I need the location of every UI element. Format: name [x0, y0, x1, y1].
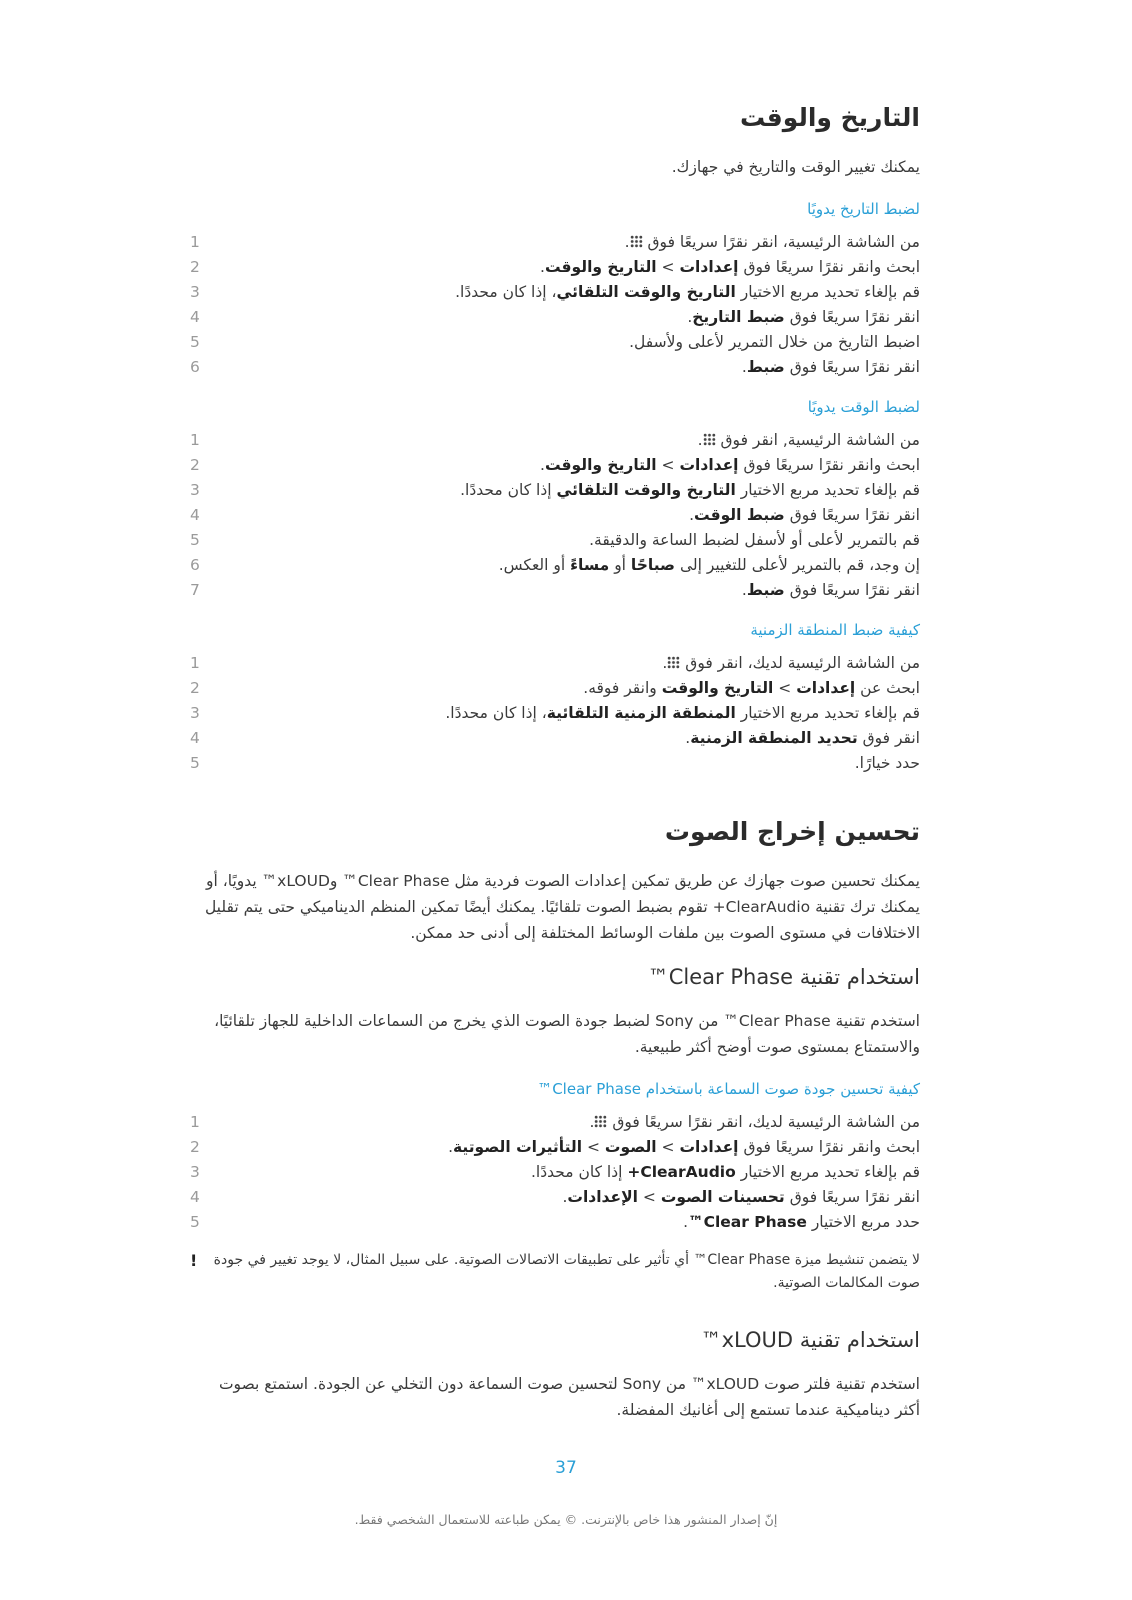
step: 3 قم بإلغاء تحديد مربع الاختيار التاريخ والوقت التلقائي إذا كان محددًا. [190, 481, 920, 499]
xloud-text: استخدم تقنية فلتر صوت xLOUD™ من Sony لتحسين صوت السماعة دون التخلي عن الجودة. استمتع بصوت أكثر ديناميكية عندما تستمع إلى أغانيك المفضلة. [218, 1375, 920, 1419]
steps-set-time [190, 428, 920, 603]
step: 1 من الشاشة الرئيسية لديك، انقر فوق . [190, 654, 920, 672]
section-title-date-time: التاريخ والوقت [739, 103, 920, 132]
steps-time-zone [190, 651, 920, 776]
step: 7 انقر نقرًا سريعًا فوق ضبط. [190, 581, 920, 599]
step: 5 قم بالتمرير لأعلى أو لأسفل لضبط الساعة والدقيقة. [190, 531, 920, 549]
subheading-set-time: لضبط الوقت يدويًا [807, 398, 920, 416]
step: 3 قم بإلغاء تحديد مربع الاختيار المنطقة الزمنية التلقائية، إذا كان محددًا. [190, 704, 920, 722]
apps-grid-icon [667, 656, 680, 669]
step: 4 انقر نقرًا سريعًا فوق تحسينات الصوت > الإعدادات. [190, 1188, 920, 1206]
step: 5 حدد خيارًا. [190, 754, 920, 772]
apps-grid-icon [703, 433, 716, 446]
step: 3 قم بإلغاء تحديد مربع الاختيار التاريخ والوقت التلقائي، إذا كان محددًا. [190, 283, 920, 301]
steps-clear-phase [190, 1110, 920, 1235]
note [190, 1249, 920, 1295]
section-title-audio: تحسين إخراج الصوت [664, 817, 920, 846]
apps-grid-icon [630, 235, 643, 248]
step: 3 قم بإلغاء تحديد مربع الاختيار ClearAudio+ إذا كان محددًا. [190, 1163, 920, 1181]
apps-grid-icon [594, 1115, 607, 1128]
document-page [190, 100, 920, 1439]
steps-set-date [190, 230, 920, 380]
subheading-time-zone: كيفية ضبط المنطقة الزمنية [750, 621, 920, 639]
step: 5 حدد مربع الاختيار Clear Phase™. [190, 1213, 920, 1231]
warning-icon: ! [190, 1251, 198, 1270]
page-number: 37 [555, 1458, 577, 1478]
footer-text: إنّ إصدار المنشور هذا خاص بالإنترنت. © يمكن طباعته للاستعمال الشخصي فقط. [354, 1512, 778, 1527]
intro-date-time: يمكنك تغيير الوقت والتاريخ في جهازك. [671, 158, 920, 176]
step: 2 ابحث وانقر نقرًا سريعًا فوق إعدادات > التاريخ والوقت. [190, 456, 920, 474]
step: 6 إن وجد، قم بالتمرير لأعلى للتغيير إلى صباحًا أو مساءً أو العكس. [190, 556, 920, 574]
step: 4 انقر نقرًا سريعًا فوق ضبط الوقت. [190, 506, 920, 524]
step: 2 ابحث وانقر نقرًا سريعًا فوق إعدادات > التاريخ والوقت. [190, 258, 920, 276]
heading-clear-phase: استخدام تقنية Clear Phase™ [647, 965, 920, 989]
subheading-clear-phase-how: كيفية تحسين جودة صوت السماعة باستخدام Clear Phase™ [537, 1080, 920, 1098]
step: 4 انقر نقرًا سريعًا فوق ضبط التاريخ. [190, 308, 920, 326]
step: 1 من الشاشة الرئيسية، انقر نقرًا سريعًا فوق . [190, 233, 920, 251]
step: 2 ابحث وانقر نقرًا سريعًا فوق إعدادات > الصوت > التأثيرات الصوتية. [190, 1138, 920, 1156]
step: 1 من الشاشة الرئيسية لديك، انقر نقرًا سريعًا فوق . [190, 1113, 920, 1131]
step: 6 انقر نقرًا سريعًا فوق ضبط. [190, 358, 920, 376]
step: 1 من الشاشة الرئيسية, انقر فوق . [190, 431, 920, 449]
subheading-set-date: لضبط التاريخ يدويًا [807, 200, 920, 218]
step: 5 اضبط التاريخ من خلال التمرير لأعلى ولأسفل. [190, 333, 920, 351]
heading-xloud: استخدام تقنية xLOUD™ [700, 1328, 920, 1352]
clear-phase-text: استخدم تقنية Clear Phase™ من Sony لضبط جودة الصوت الذي يخرج من السماعات الداخلية للجهاز تلقائيًا، والاستمتاع بمستوى صوت أوضح أكثر طبيعية. [214, 1012, 920, 1056]
step: 4 انقر فوق تحديد المنطقة الزمنية. [190, 729, 920, 747]
step: 2 ابحث عن إعدادات > التاريخ والوقت وانقر فوقه. [190, 679, 920, 697]
intro-audio: يمكنك تحسين صوت جهازك عن طريق تمكين إعدادات الصوت فردية مثل Clear Phase™ وxLOUD™ يدويًا، أو يمكنك ترك تقنية ClearAudio+ تقوم بضبط الصوت تلقائيًا. يمكنك أيضًا تمكين المنظم الديناميكي حتى يتم تقليل الاختلافات في مستوى الصوت بين ملفات الوسائط المختلفة إلى أدنى حد ممكن. [204, 872, 920, 942]
note-text: لا يتضمن تنشيط ميزة Clear Phase™ أي تأثير على تطبيقات الاتصالات الصوتية. على سبيل المثال، لا يوجد تغيير في جودة صوت المكالمات الصوتية. [213, 1252, 920, 1291]
